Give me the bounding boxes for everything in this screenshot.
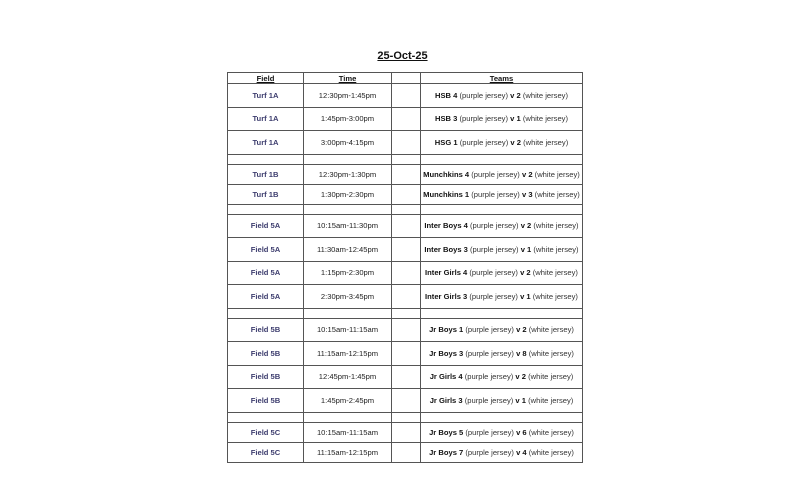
field-cell: Field 5C: [228, 422, 304, 442]
home-jersey: (purple jersey): [464, 395, 514, 405]
versus: v: [510, 137, 515, 147]
field-cell: Field 5B: [228, 365, 304, 389]
field-cell: Turf 1B: [228, 164, 304, 184]
home-team: Jr Boys 5: [429, 427, 464, 437]
table-row: [228, 365, 583, 389]
versus: v: [510, 90, 515, 100]
blank-cell: [392, 107, 421, 131]
away-team: 1: [521, 395, 527, 405]
home-team: HSB 4: [434, 90, 458, 100]
spacer-cell: [228, 412, 304, 422]
home-team: Jr Boys 7: [429, 447, 464, 457]
field-cell: Field 5A: [228, 214, 304, 238]
away-jersey: (white jersey): [522, 114, 569, 124]
away-jersey: (white jersey): [533, 221, 579, 231]
spacer-cell: [304, 204, 392, 214]
field-cell: Field 5A: [228, 285, 304, 309]
field-cell: Turf 1B: [228, 184, 304, 204]
time-cell: 10:15am-11:15am: [304, 422, 392, 442]
table-row: [228, 318, 583, 342]
away-jersey: (white jersey): [532, 291, 578, 301]
versus: v: [520, 244, 525, 254]
versus: v: [516, 325, 521, 335]
spacer-cell: [421, 204, 583, 214]
away-jersey: (white jersey): [522, 90, 569, 100]
table-row: [228, 214, 583, 238]
away-team: 2: [521, 372, 527, 382]
versus: v: [516, 447, 521, 457]
home-jersey: (purple jersey): [464, 372, 514, 382]
field-cell: Field 5B: [228, 342, 304, 366]
away-team: 2: [516, 137, 521, 147]
field-cell: Field 5C: [228, 442, 304, 462]
blank-cell: [392, 131, 421, 155]
spacer-cell: [228, 154, 304, 164]
teams-cell: [421, 164, 583, 184]
blank-cell: [392, 238, 421, 262]
spacer-row: [228, 308, 583, 318]
blank-cell: [392, 285, 421, 309]
home-team: Munchkins 1: [423, 189, 470, 199]
spacer-cell: [392, 154, 421, 164]
time-cell: 11:30am-12:45pm: [304, 238, 392, 262]
versus: v: [515, 395, 520, 405]
blank-cell: [392, 184, 421, 204]
away-team: 1: [526, 291, 531, 301]
away-team: 3: [528, 189, 533, 199]
versus: v: [510, 114, 515, 124]
time-cell: 1:45pm-2:45pm: [304, 389, 392, 413]
teams-cell: [421, 342, 583, 366]
away-team: 2: [528, 169, 533, 179]
teams-cell: [421, 131, 583, 155]
away-jersey: (white jersey): [523, 137, 569, 147]
table-row: [228, 107, 583, 131]
table-row: [228, 184, 583, 204]
table-row: [228, 389, 583, 413]
home-team: Jr Girls 3: [429, 395, 463, 405]
away-team: 8: [522, 348, 527, 358]
blank-cell: [392, 261, 421, 285]
blank-cell: [392, 84, 421, 108]
away-jersey: (white jersey): [533, 244, 579, 254]
away-team: 1: [516, 114, 521, 124]
away-team: 2: [516, 90, 521, 100]
home-jersey: (purple jersey): [470, 221, 519, 231]
away-team: 2: [526, 268, 531, 278]
away-jersey: (white jersey): [528, 325, 574, 335]
blank-cell: [392, 164, 421, 184]
table-row: [228, 442, 583, 462]
time-cell: 12:30pm-1:30pm: [304, 164, 392, 184]
home-team: Inter Boys 4: [424, 221, 468, 231]
away-team: 2: [527, 221, 532, 231]
teams-cell: [421, 365, 583, 389]
teams-cell: [421, 389, 583, 413]
schedule-table: [227, 72, 583, 463]
teams-cell: [421, 422, 583, 442]
away-jersey: (white jersey): [528, 348, 574, 358]
blank-cell: [392, 422, 421, 442]
away-jersey: (white jersey): [528, 447, 574, 457]
blank-cell: [392, 342, 421, 366]
home-jersey: (purple jersey): [459, 114, 509, 124]
time-cell: 11:15am-12:15pm: [304, 342, 392, 366]
spacer-cell: [392, 412, 421, 422]
teams-cell: [421, 285, 583, 309]
table-row: [228, 238, 583, 262]
home-team: Jr Boys 3: [429, 348, 464, 358]
versus: v: [521, 169, 527, 179]
versus: v: [516, 348, 521, 358]
time-cell: 1:30pm-2:30pm: [304, 184, 392, 204]
home-team: HSB 3: [434, 114, 458, 124]
time-cell: 10:15am-11:15am: [304, 318, 392, 342]
time-cell: 3:00pm-4:15pm: [304, 131, 392, 155]
home-jersey: (purple jersey): [470, 244, 519, 254]
home-team: Jr Boys 1: [429, 325, 464, 335]
time-cell: 1:15pm-2:30pm: [304, 261, 392, 285]
versus: v: [516, 427, 521, 437]
home-jersey: (purple jersey): [471, 189, 520, 199]
home-jersey: (purple jersey): [459, 90, 509, 100]
spacer-cell: [304, 412, 392, 422]
home-team: HSG 1: [434, 137, 458, 147]
table-row: [228, 131, 583, 155]
teams-cell: [421, 318, 583, 342]
teams-cell: [421, 184, 583, 204]
blank-cell: [392, 214, 421, 238]
spacer-cell: [304, 154, 392, 164]
teams-cell: [421, 84, 583, 108]
away-team: 1: [527, 244, 532, 254]
blank-cell: [392, 318, 421, 342]
spacer-cell: [421, 308, 583, 318]
time-cell: 1:45pm-3:00pm: [304, 107, 392, 131]
home-team: Inter Boys 3: [424, 244, 468, 254]
field-cell: Turf 1A: [228, 107, 304, 131]
table-row: [228, 261, 583, 285]
schedule-body: [228, 84, 583, 463]
away-jersey: (white jersey): [528, 372, 574, 382]
home-team: Jr Girls 4: [429, 372, 463, 382]
blank-cell: [392, 442, 421, 462]
teams-cell: [421, 261, 583, 285]
spacer-cell: [421, 412, 583, 422]
page-title: 25-Oct-25: [377, 50, 428, 62]
header-row: [228, 73, 583, 84]
home-jersey: (purple jersey): [465, 447, 514, 457]
home-jersey: (purple jersey): [465, 427, 514, 437]
field-cell: Turf 1A: [228, 131, 304, 155]
away-jersey: (white jersey): [532, 268, 578, 278]
teams-cell: [421, 214, 583, 238]
away-jersey: (white jersey): [528, 427, 574, 437]
blank-cell: [392, 389, 421, 413]
away-team: 4: [522, 447, 527, 457]
spacer-cell: [228, 308, 304, 318]
table-row: [228, 342, 583, 366]
time-cell: 2:30pm-3:45pm: [304, 285, 392, 309]
spacer-row: [228, 204, 583, 214]
spacer-row: [228, 154, 583, 164]
table-row: [228, 84, 583, 108]
spacer-row: [228, 412, 583, 422]
time-cell: 11:15am-12:15pm: [304, 442, 392, 462]
spacer-cell: [392, 308, 421, 318]
home-jersey: (purple jersey): [465, 325, 514, 335]
away-team: 2: [522, 325, 527, 335]
home-jersey: (purple jersey): [469, 268, 518, 278]
header-blank: [392, 73, 421, 84]
field-cell: Field 5B: [228, 389, 304, 413]
versus: v: [520, 291, 525, 301]
home-team: Inter Girls 3: [425, 291, 468, 301]
blank-cell: [392, 365, 421, 389]
away-jersey: (white jersey): [534, 169, 580, 179]
table-row: [228, 422, 583, 442]
home-team: Inter Girls 4: [425, 268, 468, 278]
header-time: Time: [304, 73, 392, 84]
versus: v: [521, 189, 527, 199]
table-row: [228, 164, 583, 184]
versus: v: [515, 372, 520, 382]
field-cell: Turf 1A: [228, 84, 304, 108]
time-cell: 12:45pm-1:45pm: [304, 365, 392, 389]
spacer-cell: [228, 204, 304, 214]
teams-cell: [421, 107, 583, 131]
spacer-cell: [304, 308, 392, 318]
field-cell: Field 5A: [228, 238, 304, 262]
spacer-cell: [421, 154, 583, 164]
versus: v: [520, 268, 525, 278]
header-teams: Teams: [421, 73, 583, 84]
away-jersey: (white jersey): [528, 395, 574, 405]
home-jersey: (purple jersey): [469, 291, 518, 301]
time-cell: 12:30pm-1:45pm: [304, 84, 392, 108]
away-jersey: (white jersey): [534, 189, 580, 199]
table-row: [228, 285, 583, 309]
home-jersey: (purple jersey): [465, 348, 514, 358]
field-cell: Field 5A: [228, 261, 304, 285]
home-jersey: (purple jersey): [471, 169, 520, 179]
header-field: Field: [228, 73, 304, 84]
spacer-cell: [392, 204, 421, 214]
away-team: 6: [522, 427, 527, 437]
teams-cell: [421, 442, 583, 462]
home-team: Munchkins 4: [423, 169, 470, 179]
teams-cell: [421, 238, 583, 262]
field-cell: Field 5B: [228, 318, 304, 342]
versus: v: [520, 221, 525, 231]
home-jersey: (purple jersey): [459, 137, 509, 147]
time-cell: 10:15am-11:30pm: [304, 214, 392, 238]
